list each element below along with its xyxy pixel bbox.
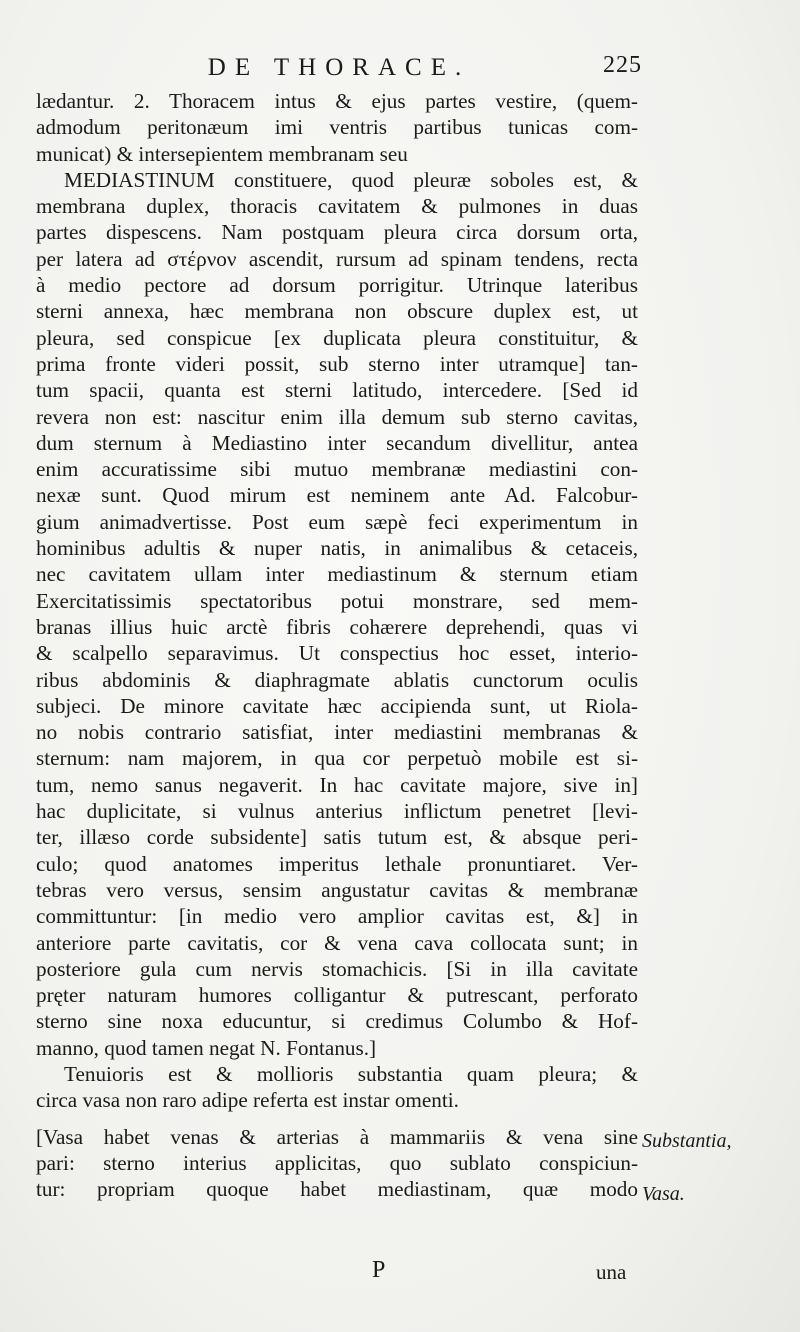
text-line: municat) & intersepientem membranam seu [36,141,408,166]
signature-mark: P [372,1257,386,1283]
text-line: [Vasa habet venas & arterias à mammariis & vena sine [36,1124,638,1149]
text-line: sternum: nam majorem, in qua cor perpetuò mobile est si- [36,746,638,771]
text-line: manno, quod tamen negat N. Fontanus.] [36,1035,377,1060]
text-line: posteriore gula cum nervis stomachicis. [Si in illa cavitate [36,956,638,981]
text-line: MEDIASTINUM constituere, quod pleuræ soboles est, & [64,167,638,192]
text-line: nec cavitatem ullam inter mediastinum & sternum etiam [36,562,638,587]
text-line: tur: propriam quoque habet mediastinam, quæ modo [36,1177,638,1202]
text-line: dum sternum à Mediastino inter secandum divellitur, antea [36,430,638,455]
text-line: gium animadvertisse. Post eum sæpè feci experimentum in [36,509,638,534]
page-number: 225 [603,52,642,78]
text-line: hac duplicitate, si vulnus anterius inflictum penetret [levi- [36,799,638,824]
running-title: DE THORACE. [207,54,471,81]
text-line: pręter naturam humores colligantur & putrescant, perforato [36,983,638,1008]
text-line: Exercitatissimis spectatoribus potui monstrare, sed mem- [36,588,638,613]
text-line: culo; quod anatomes imperitus lethale pronuntiaret. Ver- [36,851,638,876]
text-line: sterni annexa, hæc membrana non obscure duplex est, ut [36,299,638,324]
text-line: per latera ad στέρνον ascendit, rursum ad spinam tendens, recta [36,246,638,271]
text-line: circa vasa non raro adipe referta est instar omenti. [36,1088,459,1113]
page-header [36,52,642,86]
text-line: à medio pectore ad dorsum porrigitur. Utrinque lateribus [36,273,638,298]
text-line: lædantur. 2. Thoracem intus & ejus partes vestire, (quem- [36,89,638,113]
text-line: revera non est: nascitur enim illa demum sub sterno cavitas, [36,404,638,429]
text-line: tebras vero versus, sensim angustatur cavitas & membranæ [36,877,638,902]
text-line: ribus abdominis & diaphragmate ablatis cunctorum oculis [36,667,638,692]
text-line: enim accuratissime sibi mutuo membranæ mediastini con- [36,457,638,482]
text-line: pari: sterno interius applicitas, quo sublato conspiciun- [36,1150,638,1175]
text-line: nexæ sunt. Quod mirum est neminem ante Ad. Falcobur- [36,483,638,508]
catchword: una [596,1260,627,1284]
body-text [36,88,638,1202]
margin-note-substantia: Substantia, [642,1130,732,1152]
text-line: & scalpello separavimus. Ut conspectius hoc esset, interio- [36,641,638,666]
text-line: pleura, sed conspicue [ex duplicata pleura constituitur, & [36,325,638,350]
text-line: subjeci. De minore cavitate hæc accipienda sunt, ut Riola- [36,693,638,718]
text-line: membrana duplex, thoracis cavitatem & pulmones in duas [36,194,638,219]
text-line: anteriore parte cavitatis, cor & vena cava collocata sunt; in [36,930,638,955]
text-line: prima fronte videri possit, sub sterno inter utramque] tan- [36,351,638,376]
text-line: hominibus adultis & nuper natis, in animalibus & cetaceis, [36,536,638,561]
margin-note-vasa: Vasa. [642,1183,685,1205]
text-line: sterno sine noxa educuntur, si credimus Columbo & Hof- [36,1009,638,1034]
text-line: admodum peritonæum imi ventris partibus tunicas com- [36,115,638,140]
text-line: ter, illæso corde subsidente] satis tutum est, & absque peri- [36,825,638,850]
text-line: no nobis contrario satisfiat, inter mediastini membranas & [36,720,638,745]
text-line: tum, nemo sanus negaverit. In hac cavitate majore, sive in] [36,772,638,797]
text-line: partes dispescens. Nam postquam pleura circa dorsum orta, [36,220,638,245]
text-line: tum spacii, quanta est sterni latitudo, intercedere. [Sed id [36,378,638,403]
text-line: Tenuioris est & mollioris substantia quam pleura; & [64,1061,638,1086]
text-line: committuntur: [in medio vero amplior cavitas est, &] in [36,904,638,929]
text-line: branas illius huic arctè fibris cohærere deprehendi, quas vi [36,614,638,639]
